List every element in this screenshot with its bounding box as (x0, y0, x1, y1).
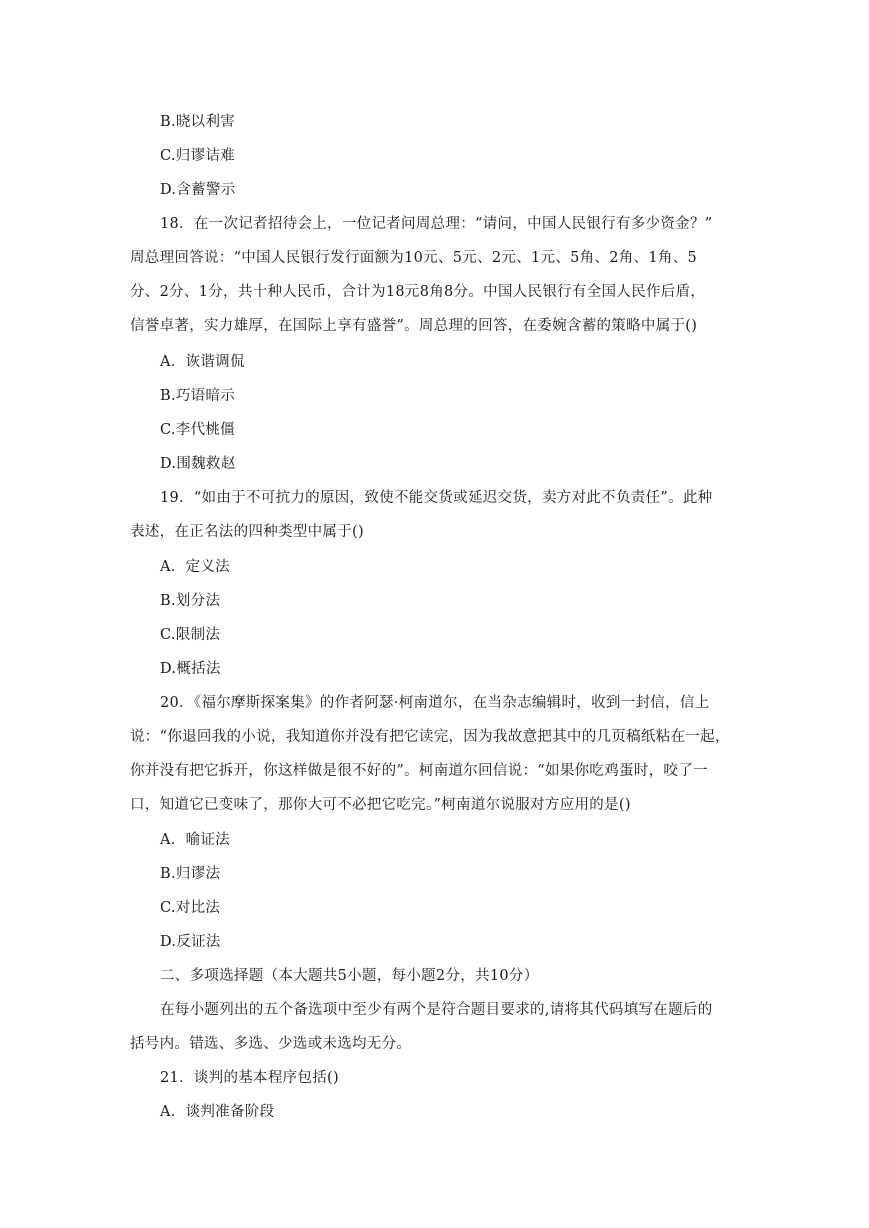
option-20-a: A．喻证法 (160, 832, 230, 848)
question-18-line-1: 18．在一次记者招待会上，一位记者问周总理：“请问，中国人民银行有多少资金？” (160, 216, 713, 232)
question-18-line-4: 信誉卓著，实力雄厚，在国际上享有盛誉”。周总理的回答，在委婉含蓄的策略中属于() (130, 318, 698, 334)
option-18-d: D.围魏救赵 (160, 456, 236, 472)
option-18-c: C.李代桃僵 (160, 422, 235, 438)
option-19-d: D.概括法 (160, 661, 221, 677)
option-20-b: B.归谬法 (160, 866, 221, 882)
option-17-c: C.归谬诘难 (160, 148, 235, 164)
option-17-d: D.含蓄警示 (160, 182, 236, 198)
question-20-line-2: 说：“你退回我的小说，我知道你并没有把它读完，因为我故意把其中的几页稿纸粘在一起， (130, 729, 730, 745)
option-20-c: C.对比法 (160, 900, 221, 916)
instructions-line-1: 在每小题列出的五个备选项中至少有两个是符合题目要求的,请将其代码填写在题后的 (160, 1002, 713, 1018)
instructions-line-2: 括号内。错选、多选、少选或未选均无分。 (130, 1036, 412, 1052)
question-19-line-1: 19．“如由于不可抗力的原因，致使不能交货或延迟交货，卖方对此不负责任”。此种 (160, 490, 713, 506)
option-19-a: A．定义法 (160, 559, 230, 575)
section-heading-multiple-choice: 二、多项选择题（本大题共5小题，每小题2分，共10分） (160, 968, 539, 984)
option-19-c: C.限制法 (160, 627, 221, 643)
option-19-b: B.划分法 (160, 593, 221, 609)
question-20-line-3: 你并没有把它拆开，你这样做是很不好的”。柯南道尔回信说：“如果你吃鸡蛋时，咬了一 (130, 763, 708, 779)
option-21-a: A．谈判准备阶段 (160, 1104, 275, 1120)
question-20-line-1: 20．《福尔摩斯探案集》的作者阿瑟·柯南道尔，在当杂志编辑时，收到一封信，信上 (160, 695, 710, 711)
question-19-line-2: 表述，在正名法的四种类型中属于() (130, 524, 364, 540)
question-18-line-2: 周总理回答说：“中国人民银行发行面额为10元、5元、2元、1元、5角、2角、1角、5 (130, 250, 698, 266)
option-18-a: A．诙谐调侃 (160, 354, 245, 370)
option-17-b: B.晓以利害 (160, 114, 236, 130)
question-20-line-4: 口，知道它已变味了，那你大可不必把它吃完。”柯南道尔说服对方应用的是() (130, 797, 631, 813)
option-18-b: B.巧语暗示 (160, 388, 236, 404)
question-21: 21．谈判的基本程序包括() (160, 1070, 339, 1086)
question-18-line-3: 分、2分、1分，共十种人民币，合计为18元8角8分。中国人民银行有全国人民作后盾， (130, 284, 706, 300)
option-20-d: D.反证法 (160, 934, 221, 950)
